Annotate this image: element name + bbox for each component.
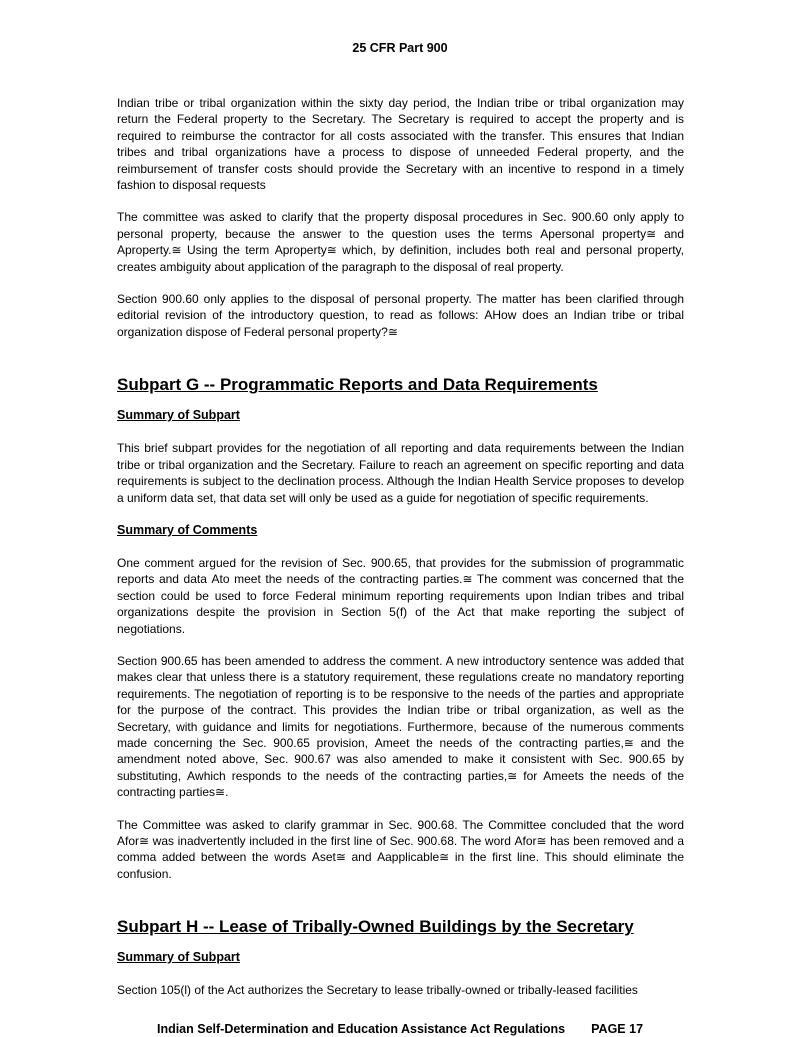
footer-page-number: PAGE 17 [591, 1021, 644, 1036]
paragraph-comment-sec-900-65: One comment argued for the revision of Sec. 900.65, that provides for the submission of programmatic reports and data Αto meet the needs of the contracting parties.≅ The comment was concerned that the section could be used to force Federal minimum reporting requirements upon Indian tribes and tribal organizations despite the provision in Section 5(f) of the Act that make reporting the subject of negotiations. [117, 555, 684, 636]
heading-summary-of-subpart-g: Summary of Subpart [117, 408, 240, 423]
document-body [117, 95, 684, 999]
document-footer [0, 1022, 800, 1037]
paragraph-section-900-60: Section 900.60 only applies to the disposal of personal property. The matter has been clarified through editorial revision of the introductory question, to read as follows: ΑHow does an Indian tribe or tribal organization dispose of Federal personal property?≅ [117, 292, 684, 339]
paragraph-property-return: Indian tribe or tribal organization within the sixty day period, the Indian tribe or tribal organization may return the Federal property to the Secretary. The Secretary is required to accept the property and is required to reimburse the contractor for all costs associated with the transfer. This ensures that Indian tribes and tribal organizations have a process to dispose of unneeded Federal property, and the reimbursement of transfer costs should provide the Secretary with an incentive to respond in a timely fashion to disposal requests [117, 96, 684, 193]
heading-subpart-h: Subpart H -- Lease of Tribally-Owned Buildings by the Secretary [117, 917, 634, 937]
heading-summary-of-subpart-h: Summary of Subpart [117, 950, 240, 965]
paragraph-subpart-g-summary: This brief subpart provides for the negotiation of all reporting and data requirements between the Indian tribe or tribal organization and the Secretary. Failure to reach an agreement on specific reporting and data requirements is subject to the declination process. Although the Indian Health Service proposes to develop a uniform data set, that data set will only be used as a guide for negotiation of specific requirements. [117, 441, 684, 505]
paragraph-sec-900-65-amended: Section 900.65 has been amended to address the comment. A new introductory sentence was added that makes clear that unless there is a statutory requirement, these regulations create no mandatory reporting requirements. The negotiation of reporting is to be responsive to the needs of the parties and appropriate for the purpose of the contract. This provides the Indian tribe or tribal organization, as well as the Secretary, with guidance and limits for negotiations. Furthermore, because of the numerous comments made concerning the Sec. 900.65 provision, Αmeet the needs of the contracting parties,≅ and the amendment noted above, Sec. 900.67 was also amended to make it consistent with Sec. 900.65 by substituting, Αwhich responds to the needs of the contracting parties,≅ for Αmeets the needs of the contracting parties≅. [117, 653, 684, 800]
paragraph-committee-clarify-disposal: The committee was asked to clarify that the property disposal procedures in Sec. 900.60 only apply to personal property, because the answer to the question uses the terms Αpersonal property≅ and Αproperty.≅ Using the term Αproperty≅ which, by definition, includes both real and personal property, creates ambiguity about application of the paragraph to the disposal of real property. [117, 210, 684, 274]
heading-subpart-g: Subpart G -- Programmatic Reports and Data Requirements [117, 375, 598, 395]
footer-title: Indian Self-Determination and Education Assistance Act Regulations [156, 1021, 566, 1036]
paragraph-sec-900-68-grammar: The Committee was asked to clarify grammar in Sec. 900.68. The Committee concluded that the word Αfor≅ was inadvertently included in the first line of Sec. 900.68. The word Αfor≅ has been removed and a comma added between the words Αset≅ and Αapplicable≅ in the first line. This should eliminate the confusion. [117, 817, 684, 881]
document-title: 25 CFR Part 900 [352, 41, 448, 55]
heading-summary-of-comments: Summary of Comments [117, 522, 258, 537]
paragraph-section-105-lease: Section 105(l) of the Act authorizes the Secretary to lease tribally-owned or tribally-leased facilities [117, 983, 638, 998]
